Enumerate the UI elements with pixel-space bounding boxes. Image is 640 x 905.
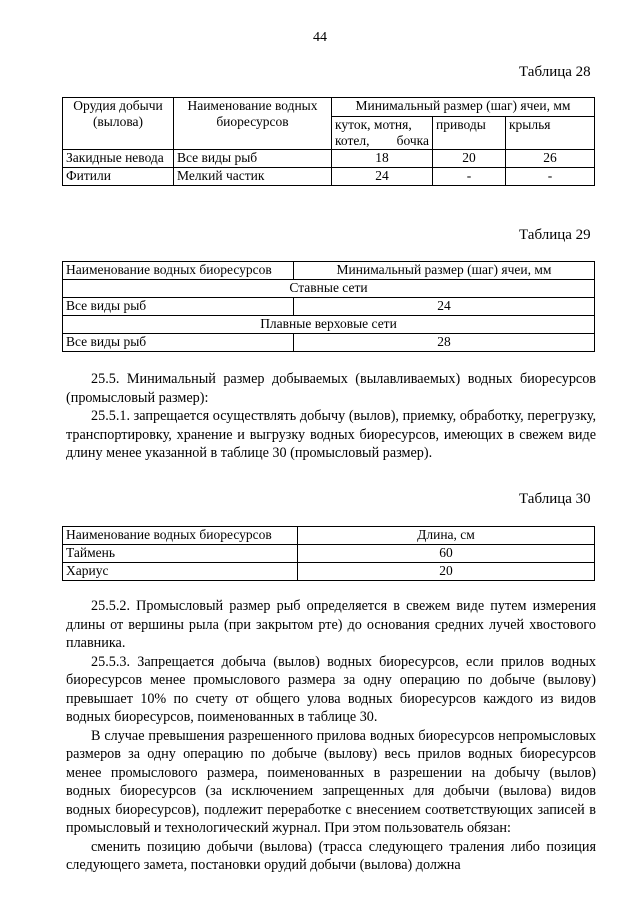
subheader-kutok: куток, мотня, котел, бочка <box>332 117 433 150</box>
table-28 <box>62 97 595 186</box>
table-row <box>63 150 595 168</box>
header-tool: Орудия добычи (вылова) <box>63 98 174 150</box>
cell-value: 28 <box>294 334 595 352</box>
header-length: Длина, см <box>298 527 595 545</box>
cell-tool: Фитили <box>63 168 174 186</box>
table-28-caption: Таблица 28 <box>519 64 591 80</box>
cell-name: Все виды рыб <box>63 334 294 352</box>
header-resource: Наименование водных биоресурсов <box>174 98 332 150</box>
subheader-privody: приводы <box>433 117 506 150</box>
paragraph-25-5-3-text: 25.5.3. Запрещается добыча (вылов) водных биоресурсов, если прилов водных биоресурсов менее промыслового размера за одну операцию по добыче (вылову) превышает 10% по счету от общего улова водных биоресурсов каждого из видов водных биоресурсов, поименованных в таблице 30. <box>66 653 596 725</box>
page-number: 44 <box>313 30 327 45</box>
paragraph-case-text: В случае превышения разрешенного прилова водных биоресурсов непромысловых размеров за одну операцию по добыче (вылову) весь прилов водных биоресурсов менее промыслового размера, поименованных в разрешении на добычу (вылов) водных биоресурсов (за исключением запрещенных для добычи (вылова) видов водных биоресурсов), подлежит переработке с внесением соответствующих записей в промысловый и технологический журнал. При этом пользователь обязан: <box>66 727 596 836</box>
table-row <box>63 334 595 352</box>
cell-name: Хариус <box>63 563 298 581</box>
body-text <box>66 597 596 875</box>
cell-value: 24 <box>332 168 433 186</box>
cell-name: Таймень <box>63 545 298 563</box>
section-title: Ставные сети <box>63 280 595 298</box>
cell-value: 24 <box>294 298 595 316</box>
paragraph-25-5 <box>66 370 596 463</box>
cell-name: Все виды рыб <box>63 298 294 316</box>
section-title: Плавные верховые сети <box>63 316 595 334</box>
header-name: Наименование водных биоресурсов <box>63 527 298 545</box>
table-30 <box>62 526 595 581</box>
paragraph-25-5-1-text: 25.5.1. запрещается осуществлять добычу (вылов), приемку, обработку, перегрузку, транспортировку, хранение и выгрузку водных биоресурсов, имеющих в свежем виде длину менее указанной в таблице 30 (промысловый размер). <box>66 408 596 461</box>
table-row <box>63 563 595 581</box>
table-30-caption: Таблица 30 <box>519 491 591 507</box>
table-29-caption: Таблица 29 <box>519 227 591 243</box>
cell-value: 60 <box>298 545 595 563</box>
cell-value: 20 <box>298 563 595 581</box>
table-row <box>63 545 595 563</box>
cell-value: 18 <box>332 150 433 168</box>
cell-value: 20 <box>433 150 506 168</box>
cell-resource: Все виды рыб <box>174 150 332 168</box>
table-29 <box>62 261 595 352</box>
cell-tool: Закидные невода <box>63 150 174 168</box>
header-mesh: Минимальный размер (шаг) ячеи, мм <box>332 98 595 117</box>
subheader-krylya: крылья <box>506 117 595 150</box>
cell-value: - <box>433 168 506 186</box>
header-name: Наименование водных биоресурсов <box>63 262 294 280</box>
header-mesh: Минимальный размер (шаг) ячеи, мм <box>294 262 595 280</box>
cell-value: - <box>506 168 595 186</box>
cell-value: 26 <box>506 150 595 168</box>
table-row <box>63 168 595 186</box>
paragraph-25-5-text: 25.5. Минимальный размер добываемых (вылавливаемых) водных биоресурсов (промысловый размер): <box>66 371 596 406</box>
table-row <box>63 298 595 316</box>
cell-resource: Мелкий частик <box>174 168 332 186</box>
paragraph-25-5-2-text: 25.5.2. Промысловый размер рыб определяется в свежем виде путем измерения длины от вершины рыла (при закрытом рте) до основания средних лучей хвостового плавника. <box>66 598 596 651</box>
paragraph-change-text: сменить позицию добычи (вылова) (трасса следующего траления либо позиция следующего замета, постановки орудий добычи (вылова) должна <box>66 838 596 873</box>
